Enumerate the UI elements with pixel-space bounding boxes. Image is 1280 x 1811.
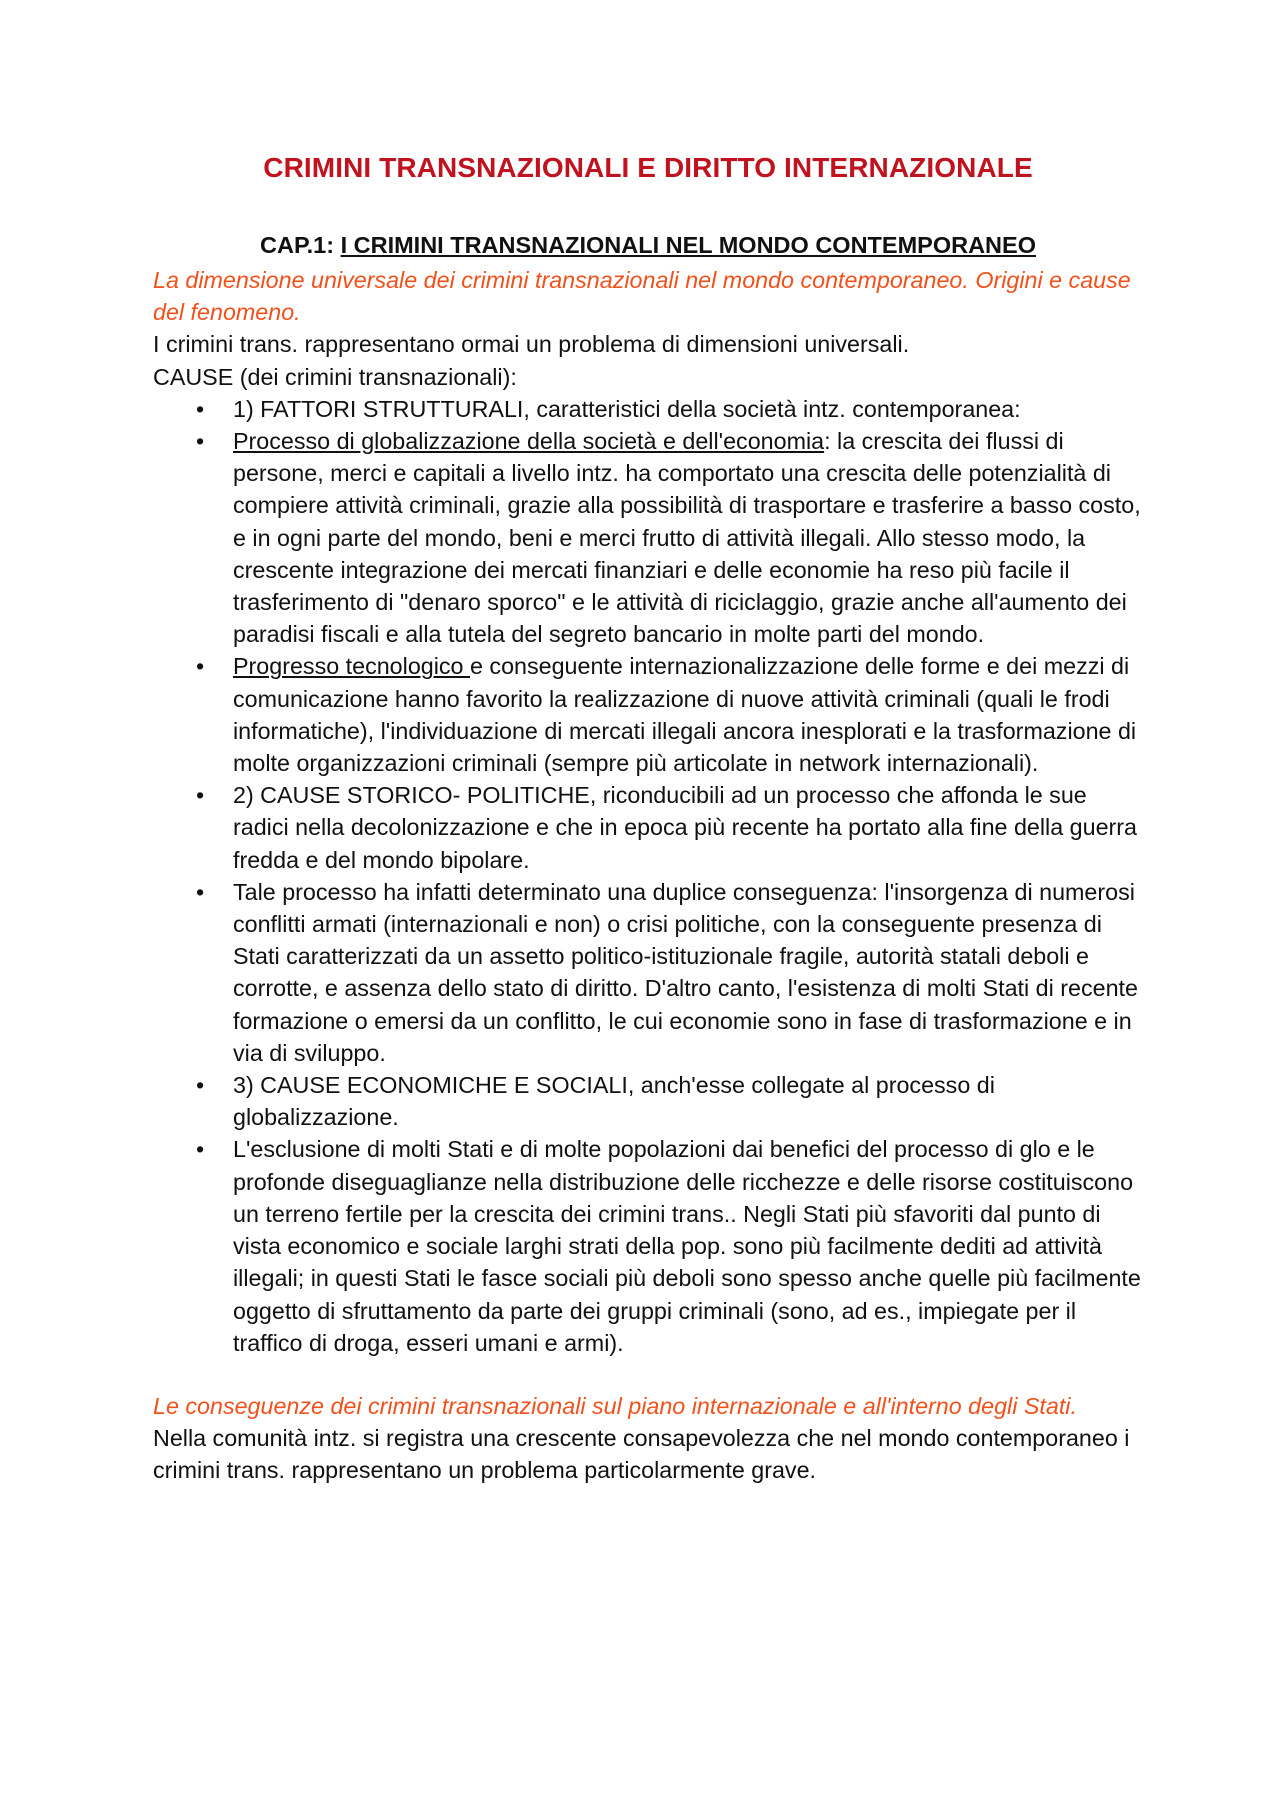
section-spacer — [153, 1359, 1143, 1390]
list-item — [153, 779, 1143, 876]
section-1-heading: La dimensione universale dei crimini transnazionali nel mondo contemporaneo. Origini e cause del fenomeno. — [153, 267, 1131, 326]
chapter-prefix: CAP.1: — [260, 232, 341, 258]
list-item-lead: Progresso tecnologico — [233, 653, 470, 680]
bullet-icon: • — [196, 1072, 205, 1099]
list-item-text: 3) CAUSE ECONOMICHE E SOCIALI, anch'esse collegate al processo di globalizzazione. — [233, 1072, 995, 1131]
section-2-paragraph: Nella comunità intz. si registra una crescente consapevolezza che nel mondo contemporaneo i crimini trans. rappresentano un problema particolarmente grave. — [153, 1425, 1130, 1484]
causes-list — [153, 393, 1143, 1359]
bullet-icon: • — [196, 1136, 205, 1163]
list-item-text: L'esclusione di molti Stati e di molte popolazioni dai benefici del processo di glo e le profonde diseguaglianze nella distribuzione delle ricchezze e delle risorse costituiscono un terreno fertile per la crescita dei crimini trans.. Negli Stati più sfavoriti dal punto di vista economico e sociale larghi strati della pop. sono più facilmente dediti ad attività illegali; in questi Stati le fasce sociali più deboli sono spesso anche quelle più facilmente oggetto di sfruttamento da parte dei gruppi criminali (sono, ad es., impiegate per il traffico di droga, esseri umani e armi). — [233, 1136, 1141, 1356]
list-item-text: 1) FATTORI STRUTTURALI, caratteristici della società intz. contemporanea: — [233, 395, 1021, 422]
bullet-icon: • — [196, 395, 205, 422]
chapter-heading — [153, 232, 1143, 259]
bullet-icon: • — [196, 782, 205, 809]
list-item — [153, 1133, 1143, 1358]
list-item-text: Tale processo ha infatti determinato una duplice conseguenza: l'insorgenza di numerosi conflitti armati (internazionali e non) o crisi politiche, con la conseguente presenza di Stati caratterizzati da un assetto politico-istituzionale fragile, autorità statali deboli e corrotte, e assenza dello stato di diritto. D'altro canto, l'esistenza di molti Stati di recente formazione o emersi da un conflitto, le cui economie sono in fase di trasformazione e in via di sviluppo. — [233, 878, 1138, 1066]
bullet-icon: • — [196, 653, 205, 680]
bullet-icon: • — [196, 878, 205, 905]
list-item-text: e conseguente internazionalizzazione delle forme e dei mezzi di comunicazione hanno favorito la realizzazione di nuove attività criminali (quali le frodi informatiche), l'individuazione di mercati illegali ancora inesplorati e la trasformazione di molte organizzazioni criminali (sempre più articolate in network internazionali). — [233, 653, 1137, 777]
bullet-icon: • — [196, 428, 205, 455]
section-2-heading: Le conseguenze dei crimini transnazionali sul piano internazionale e all'interno degli Stati. — [153, 1392, 1077, 1419]
list-item — [153, 425, 1143, 650]
list-item — [153, 650, 1143, 779]
document-body — [153, 264, 1143, 1487]
list-item-text: 2) CAUSE STORICO- POLITICHE, riconducibili ad un processo che affonda le sue radici nella decolonizzazione e che in epoca più recente ha portato alla fine della guerra fredda e del mondo bipolare. — [233, 782, 1137, 873]
list-item — [153, 876, 1143, 1069]
list-item-lead: Processo di globalizzazione della società e dell'economia — [233, 428, 825, 455]
chapter-title: I CRIMINI TRANSNAZIONALI NEL MONDO CONTEMPORANEO — [340, 232, 1036, 258]
section-1-intro: I crimini trans. rappresentano ormai un problema di dimensioni universali. — [153, 331, 910, 358]
list-item — [153, 1069, 1143, 1133]
list-item-text: : la crescita dei flussi di persone, merci e capitali a livello intz. ha comportato una crescita delle potenzialità di compiere attività criminali, grazie alla possibilità di trasportare e trasferire a basso costo, e in ogni parte del mondo, beni e merci frutto di attività illegali. Allo stesso modo, la crescente integrazione dei mercati finanziari e delle economie ha reso più facile il trasferimento di "denaro sporco" e le attività di riciclaggio, grazie anche all'aumento dei paradisi fiscali e alla tutela del segreto bancario in molte parti del mondo. — [233, 428, 1141, 648]
list-item — [153, 393, 1143, 425]
document-title: CRIMINI TRANSNAZIONALI E DIRITTO INTERNAZIONALE — [263, 152, 1033, 183]
causes-label: CAUSE (dei crimini transnazionali): — [153, 363, 517, 390]
